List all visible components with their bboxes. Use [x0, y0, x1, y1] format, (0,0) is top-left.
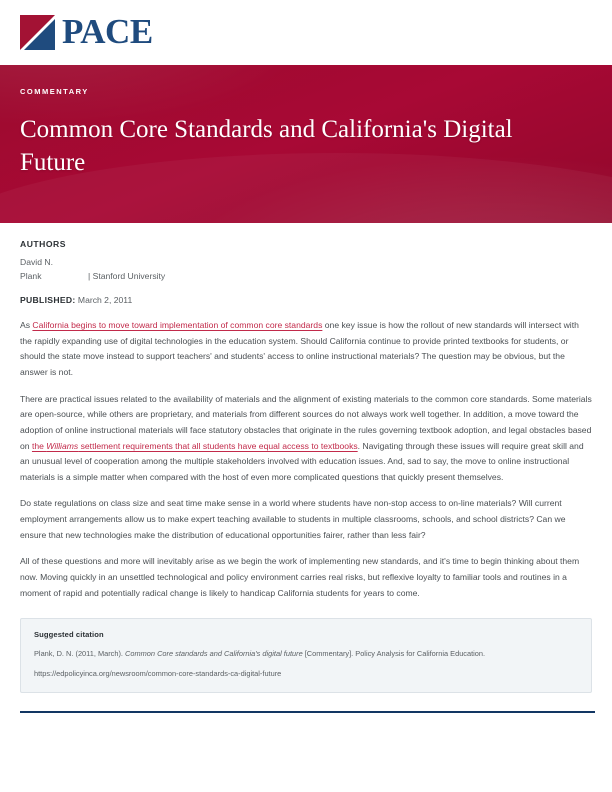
- article-body: [0, 223, 612, 602]
- published-block: [20, 295, 592, 305]
- paragraph-4: All of these questions and more will inevitably arise as we begin the work of implementing new standards, and it's time to begin thinking about them now. Moving quickly in an unsettled technological and policy environment carries real risks, but reflexive loyalty to familiar tools and routines in a moment of rapid and potentially radical change is likely to handicap California students for years to come.: [20, 556, 580, 598]
- p1-text-after-link: one key issue is how the rollout of new standards will intersect with the rapidly expanding use of digital technologies in the education system. Should California continue to provide printed textbooks for students, or should the state move instead to support teachers' and students' access to online instructional materials? The question may be obvious, but the answer is not.: [20, 320, 579, 377]
- author-name-line-2: Plank: [20, 271, 42, 282]
- author-affiliation: | Stanford University: [88, 271, 166, 282]
- footer-divider: [20, 711, 595, 713]
- logo-wordmark: PACE: [62, 12, 153, 51]
- logo-blue-triangle: [24, 19, 55, 50]
- citation-url[interactable]: https://edpolicyinca.org/newsroom/common-core-standards-ca-digital-future: [34, 668, 282, 678]
- citation-publisher: [Commentary]. Policy Analysis for California Education.: [302, 649, 486, 659]
- p2-link-part-b: settlement requirements that all students have equal access to textbooks: [78, 440, 358, 451]
- suggested-citation-heading: Suggested citation: [34, 630, 104, 640]
- p2-link-italic-williams: Williams: [46, 440, 79, 451]
- pace-diagonal-mark-icon: [20, 15, 55, 50]
- site-header: [0, 0, 612, 65]
- pace-logo[interactable]: [20, 12, 153, 51]
- citation-reference: [34, 648, 578, 661]
- published-date: March 2, 2011: [77, 295, 133, 306]
- paragraph-3: Do state regulations on class size and seat time make sense in a world where students have non-stop access to on-line materials? Will current employment arrangements allow us to make expert teaching available to students in multiple classrooms, schools, and school districts? Can we ensure that new technologies make the distribution of educational opportunities fairer, rather than less fair?: [20, 498, 566, 540]
- p2-link-part-a: the: [31, 440, 47, 451]
- p2-text-after-link: . Navigating through these issues will require great skill and an unusual level of cooperation among the multiple stakeholders involved with education issues. And, sad to say, the move to online instructional materials is a simple matter when compared with the host of even more complicated questions that quickly present themselves.: [20, 440, 584, 482]
- p1-text-before-link: As: [20, 320, 33, 331]
- paragraph-2: [20, 392, 592, 486]
- published-label: PUBLISHED:: [20, 295, 76, 306]
- link-williams-settlement[interactable]: [32, 441, 358, 451]
- author-name-line-1: David N.: [20, 256, 53, 267]
- paragraph-1: [20, 318, 592, 381]
- page-title: Common Core Standards and California's Digital Future: [20, 115, 513, 177]
- author-entry: [20, 255, 592, 285]
- citation-work-title: Common Core standards and California's digital future: [125, 649, 303, 659]
- suggested-citation-box: [20, 618, 592, 693]
- hero-banner: [0, 65, 612, 223]
- authors-label: AUTHORS: [20, 238, 66, 249]
- article-paragraphs: [20, 318, 592, 601]
- authors-block: [20, 239, 592, 285]
- content-type-eyebrow: COMMENTARY: [20, 87, 89, 96]
- link-common-core-implementation[interactable]: California begins to move toward implementation of common core standards: [32, 320, 323, 331]
- citation-author-date: Plank, D. N. (2011, March).: [34, 649, 126, 659]
- p2-text-before-link: There are practical issues related to the availability of materials and the alignment of existing materials to the common core standards. Some materials are open-source, while others are proprietary, and materials from different sources do not always work well together. In addition, a move toward the adoption of online instructional materials will face statutory obstacles that originate in the rules governing textbook adoption, and legal obstacles based on: [20, 393, 592, 451]
